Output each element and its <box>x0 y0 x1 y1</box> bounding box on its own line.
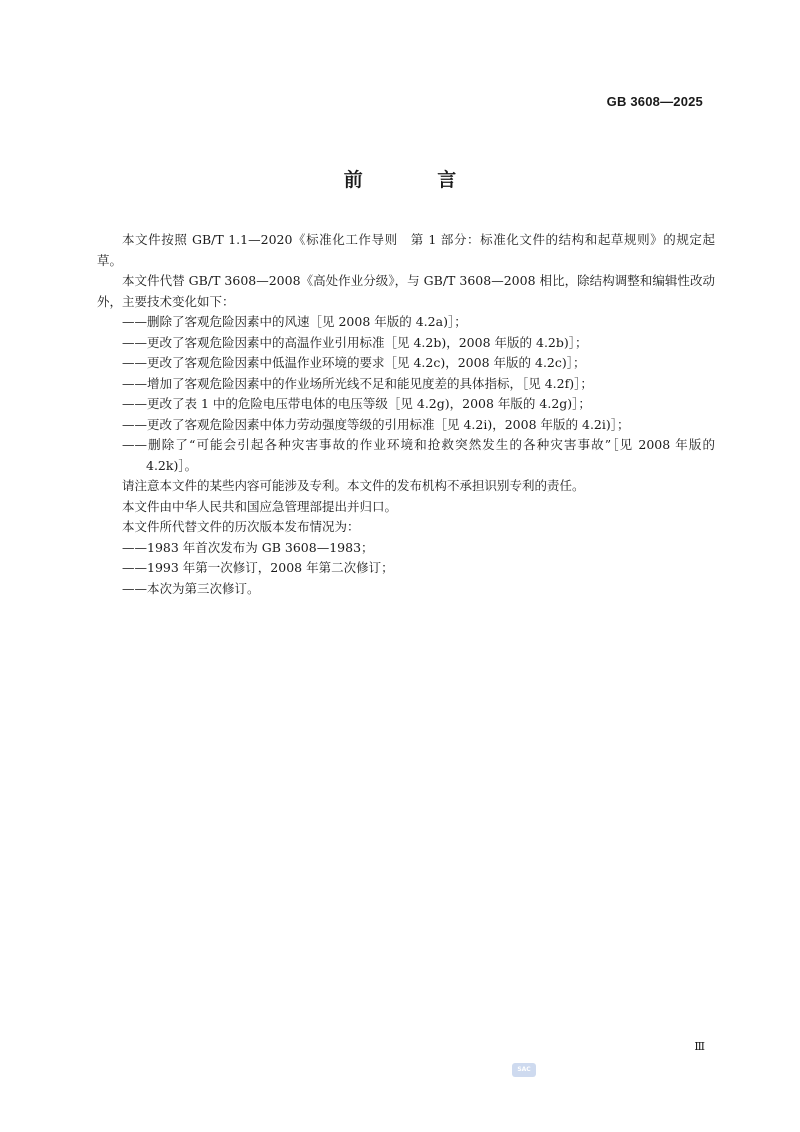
change-item: ——更改了表 1 中的危险电压带电体的电压等级［见 4.2g)，2008 年版的 4.2g)］； <box>122 396 591 411</box>
drafting-rule-paragraph: 本文件按照 GB/T 1.1—2020《标准化工作导则 第 1 部分：标准化文件的结构和起草规则》的规定起草。 <box>97 232 715 268</box>
change-item: ——删除了“可能会引起各种灾害事故的作业环境和抢救突然发生的各种灾害事故”［见 2008 年版的 4.2k)］。 <box>122 437 715 473</box>
page-number: Ⅲ <box>694 1040 704 1053</box>
technical-changes-list <box>97 312 715 476</box>
change-item: ——增加了客观危险因素中的作业场所光线不足和能见度差的具体指标，［见 4.2f)］； <box>122 375 593 391</box>
proposer-statement: 本文件由中华人民共和国应急管理部提出并归口。 <box>122 498 398 514</box>
replaces-paragraph: 本文件代替 GB/T 3608—2008《高处作业分级》，与 GB/T 3608—2008 相比，除结构调整和编辑性改动外，主要技术变化如下： <box>97 273 715 309</box>
change-item: ——删除了客观危险因素中的风速［见 2008 年版的 4.2a)］； <box>122 314 467 329</box>
foreword-body <box>97 230 715 599</box>
history-item: ——1983 年首次发布为 GB 3608—1983； <box>122 539 374 555</box>
change-item: ——更改了客观危险因素中低温作业环境的要求［见 4.2c)，2008 年版的 4.2c)］； <box>122 355 586 370</box>
change-item: ——更改了客观危险因素中的高温作业引用标准［见 4.2b)，2008 年版的 4.2b)］； <box>122 334 588 350</box>
history-intro: 本文件所代替文件的历次版本发布情况为： <box>122 519 360 534</box>
change-item: ——更改了客观危险因素中体力劳动强度等级的引用标准［见 4.2i)，2008 年版的 4.2i)］； <box>122 416 630 432</box>
history-item: ——本次为第三次修订。 <box>122 580 260 596</box>
sac-watermark-logo: SAC <box>512 1063 536 1077</box>
version-history-list <box>97 538 715 600</box>
page-title: 前 言 <box>343 169 491 191</box>
history-item: ——1993 年第一次修订，2008 年第二次修订； <box>122 560 394 575</box>
standard-number: GB 3608—2025 <box>606 94 703 109</box>
patent-notice: 请注意本文件的某些内容可能涉及专利。本文件的发布机构不承担识别专利的责任。 <box>122 478 585 493</box>
